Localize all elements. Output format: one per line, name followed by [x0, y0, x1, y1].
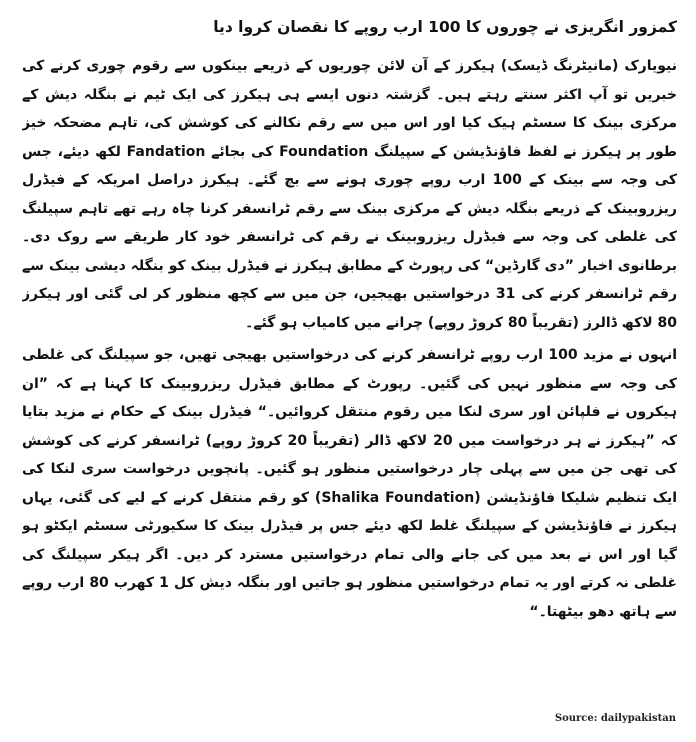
article-paragraph-2: انہوں نے مزید 100 ارب روپے ٹرانسفر کرنے کی درخواستیں بھیجی تھیں، جو سپیلنگ کی غلطی کی وجہ سے منظور نہیں کی گئیں۔ رپورٹ کے مطابق فیڈرل ریزروبینک کا کہنا ہے کہ ”ان ہیکروں نے فلپائن اور سری لنکا میں رقوم منتقل کروائیں۔“ فیڈرل بینک کے حکام نے مزید بتایا کہ ”ہیکرز نے ہر درخواست میں 20 لاکھ ڈالر (تقریباً 20 کروڑ روپے) ٹرانسفر کرنے کی کوشش کی تھی جن میں سے پہلی چار درخواستیں منظور ہو گئیں۔ پانچویں درخواست سری لنکا کی ایک تنظیم شلیکا فاؤنڈیشن (Shalika Foundation) کو رقم منتقل کرنے کے لیے کی گئی، یہاں ہیکرز نے فاؤنڈیشن کے سپیلنگ غلط لکھ دیئے جس پر فیڈرل بینک کا سکیورٹی سسٹم ایکٹو ہو گیا اور اس نے بعد میں کی جانے والی تمام درخواستیں مسترد کر دیں۔ اگر ہیکر سپیلنگ کی غلطی نہ کرتے اور یہ تمام درخواستیں منظور ہو جاتیں اور بنگلہ دیش کل 1 کھرب 80 ارب روپے سے ہاتھ دھو بیٹھتا۔“: [22, 347, 677, 620]
article-paragraph-1: نیویارک (مانیٹرنگ ڈیسک) ہیکرز کے آن لائن چوریوں کے ذریعے بینکوں سے رقوم چوری کرنے کی خبریں تو آپ اکثر سنتے رہتے ہیں۔ گزشتہ دنوں ایسے ہی ہیکرز کی ایک ٹیم نے بنگلہ دیش کے مرکزی بینک کا سسٹم ہیک کیا اور اس میں سے رقم نکالنے کی کوشش کی، تاہم مضحکہ خیز طور پر ہیکرز نے لفظ فاؤنڈیشن کے سپیلنگ Foundation کی بجائے Fandation لکھ دیئے، جس کی وجہ سے بینک کے 100 ارب روپے چوری ہونے سے بچ گئے۔ ہیکرز دراصل امریکہ کے فیڈرل ریزروبینک کے ذریعے بنگلہ دیش کے مرکزی بینک سے رقم ٹرانسفر کرنا چاہ رہے تھے تاہم سپیلنگ کی غلطی کی وجہ سے فیڈرل ریزروبینک نے رقم کی ٹرانسفر خود کار طریقے سے روک دی۔ برطانوی اخبار ”دی گارڈین“ کی رپورٹ کے مطابق ہیکرز نے فیڈرل بینک کو بنگلہ دیشی بینک سے رقم ٹرانسفر کرنے کی 31 درخواستیں بھیجیں، جن میں سے کچھ منظور کر لی گئی اور ہیکرز 80 لاکھ ڈالرز (تقریباً 80 کروڑ روپے) چرانے میں کامیاب ہو گئے۔: [22, 58, 677, 331]
article: [22, 10, 677, 710]
article-headline: کمزور انگریزی نے چوروں کا 100 ارب روپے کا نقصان کروا دیا: [213, 18, 677, 36]
source-credit: Source: dailypakistan: [554, 713, 676, 724]
